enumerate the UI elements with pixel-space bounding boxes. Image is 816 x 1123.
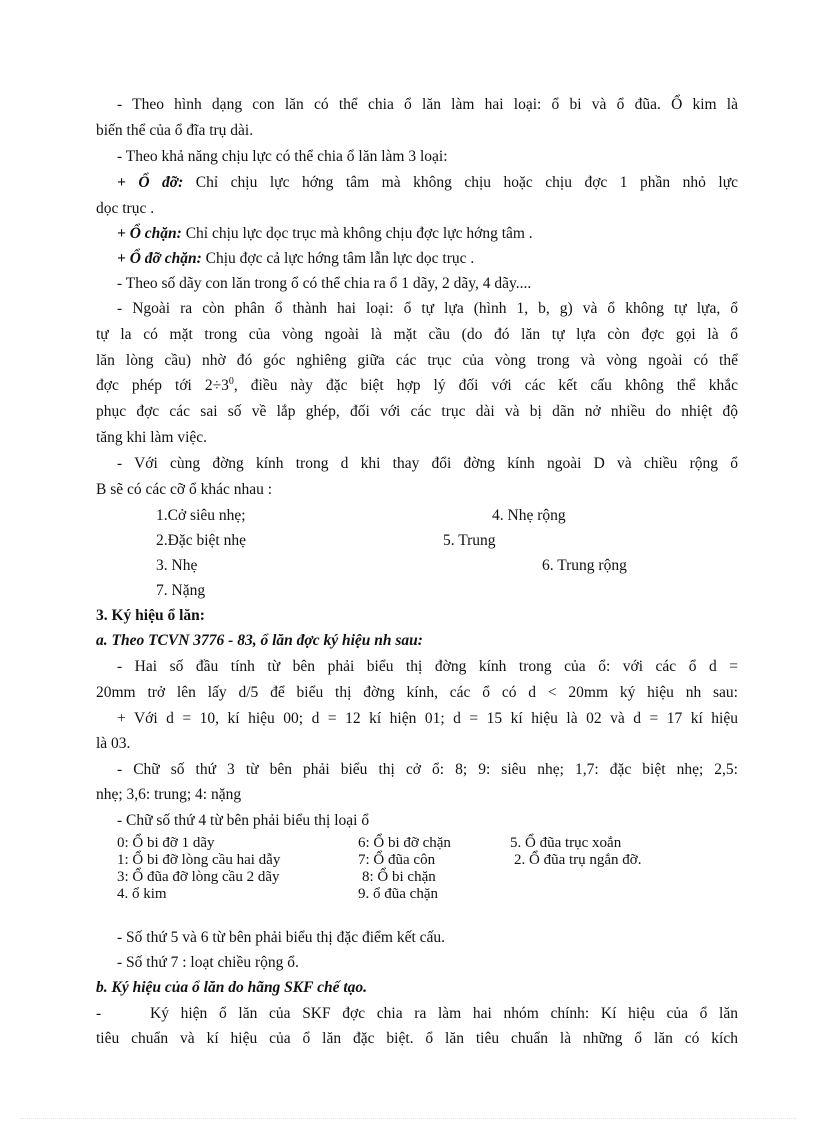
code-item: 4. ổ kim (117, 886, 167, 902)
paragraph-line: 20mm trở lên lấy d/5 để biểu thị đờng kính, các ổ có d < 20mm ký hiệu nh sau: (96, 684, 738, 701)
paragraph-line (96, 376, 738, 396)
code-item: 6: Ổ bi đỡ chặn (358, 835, 451, 851)
paragraph-line: - Theo khả năng chịu lực có thể chia ổ lăn làm 3 loại: (117, 148, 448, 165)
bearing-type-label: + Ổ chặn: (117, 225, 182, 242)
list-dash: - (96, 1005, 102, 1022)
bearing-type-text: Chịu đợc cả lực hớng tâm lẫn lực dọc trục . (205, 250, 475, 267)
paragraph-line: là 03. (96, 735, 131, 752)
bearing-type-text: Chỉ chịu lực dọc trục mà không chịu đợc lực hớng tâm . (185, 225, 533, 242)
paragraph-line: - Số thứ 5 và 6 từ bên phải biểu thị đặc điểm kết cấu. (117, 929, 446, 946)
bearing-type-text: Chỉ chịu lực hớng tâm mà không chịu hoặc chịu đợc 1 phần nhỏ lực (195, 174, 739, 191)
bearing-type-line (117, 224, 533, 244)
page-bottom-rule (20, 1118, 796, 1119)
subsection-heading: b. Ký hiệu của ổ lăn do hãng SKF chế tạo. (96, 979, 368, 996)
code-item: 3: Ổ đũa đỡ lòng cầu 2 dãy (117, 869, 280, 885)
code-item: 8: Ổ bi chặn (362, 869, 436, 885)
bearing-type-label: + Ổ đỡ: (117, 174, 184, 191)
code-item: 5. Ổ đũa trục xoắn (510, 835, 622, 851)
text-segment: đợc phép tới 2÷3 (96, 377, 229, 394)
section-heading: 3. Ký hiệu ổ lăn: (96, 607, 205, 624)
paragraph-line: tăng khi làm việc. (96, 429, 208, 446)
paragraph-line: - Hai số đầu tính từ bên phải biểu thị đờng kính trong của ổ: với các ổ d = (117, 658, 738, 675)
paragraph-line: B sẽ có các cỡ ổ khác nhau : (96, 481, 273, 498)
paragraph-line: tự la có mặt trong của vòng ngoài là mặt cầu (do đó lăn tự lựa còn đợc gọi là ổ (96, 326, 738, 343)
paragraph-line: dọc trục . (96, 200, 155, 217)
bearing-type-line (117, 249, 474, 269)
paragraph-line: Ký hiện ổ lăn của SKF đợc chia ra làm hai nhóm chính: Kí hiệu của ổ lăn (150, 1005, 738, 1022)
paragraph-line: + Với d = 10, kí hiệu 00; d = 12 kí hiện 01; d = 15 kí hiệu là 02 và d = 17 kí hiệu (117, 710, 738, 727)
size-item: 4. Nhẹ rộng (492, 507, 566, 524)
degree-superscript: 0 (228, 375, 234, 387)
paragraph-line: - Theo số dãy con lăn trong ổ có thể chia ra ổ 1 dãy, 2 dãy, 4 dãy.... (117, 275, 532, 292)
bearing-type-label: + Ổ đỡ chặn: (117, 250, 202, 267)
size-item: 7. Nặng (156, 582, 206, 599)
size-item: 3. Nhẹ (156, 557, 198, 574)
paragraph-line: - Ngoài ra còn phân ổ thành hai loại: ổ tự lựa (hình 1, b, g) và ổ không tự lựa, ổ (117, 300, 738, 317)
size-item: 5. Trung (443, 532, 496, 549)
paragraph-line: nhẹ; 3,6: trung; 4: nặng (96, 786, 242, 803)
paragraph-line: - Theo hình dạng con lăn có thể chia ổ lăn làm hai loại: ổ bi và ổ đũa. Ổ kim là (117, 96, 738, 113)
paragraph-line: phục đợc các sai số về lắp ghép, đối với các trục dài và bị dãn nở nhiều do nhiệt độ (96, 403, 738, 420)
paragraph-line: - Chữ số thứ 3 từ bên phải biểu thị cở ổ: 8; 9: siêu nhẹ; 1,7: đặc biệt nhẹ; 2,5: (117, 761, 738, 778)
code-item: 1: Ổ bi đỡ lòng cầu hai dẫy (117, 852, 281, 868)
size-item: 6. Trung rộng (542, 557, 627, 574)
code-item: 7: Ổ đũa côn (358, 852, 436, 868)
paragraph-line: biến thể của ổ đĩa trụ dài. (96, 122, 254, 139)
paragraph-line: - Chữ số thứ 4 từ bên phải biểu thị loại ổ (117, 812, 370, 829)
paragraph-line: - Số thứ 7 : loạt chiều rộng ổ. (117, 954, 299, 971)
code-item: 9. ổ đũa chặn (358, 886, 438, 902)
size-item: 1.Cở siêu nhẹ; (156, 507, 246, 524)
paragraph-line: tiêu chuẩn và kí hiệu của ổ lăn đặc biệt. ổ lăn tiêu chuẩn là những ổ lăn có kích (96, 1030, 738, 1047)
subsection-heading: a. Theo TCVN 3776 - 83, ổ lăn đợc ký hiệu nh sau: (96, 632, 423, 649)
code-item: 0: Ổ bi đỡ 1 dãy (117, 835, 215, 851)
code-item: 2. Ổ đũa trụ ngắn đỡ. (514, 852, 642, 868)
bearing-type-line (117, 173, 738, 193)
size-item: 2.Đặc biệt nhẹ (156, 532, 246, 549)
text-segment: , điều này đặc biệt hợp lý đối với các kết cấu không thể khắc (233, 377, 738, 394)
paragraph-line: lăn lòng cầu) nhờ đó góc nghiêng giữa các trục của vòng trong và vòng ngoài có thể (96, 352, 738, 369)
paragraph-line: - Với cùng đờng kính trong d khi thay đổi đờng kính ngoài D và chiều rộng ổ (117, 455, 738, 472)
